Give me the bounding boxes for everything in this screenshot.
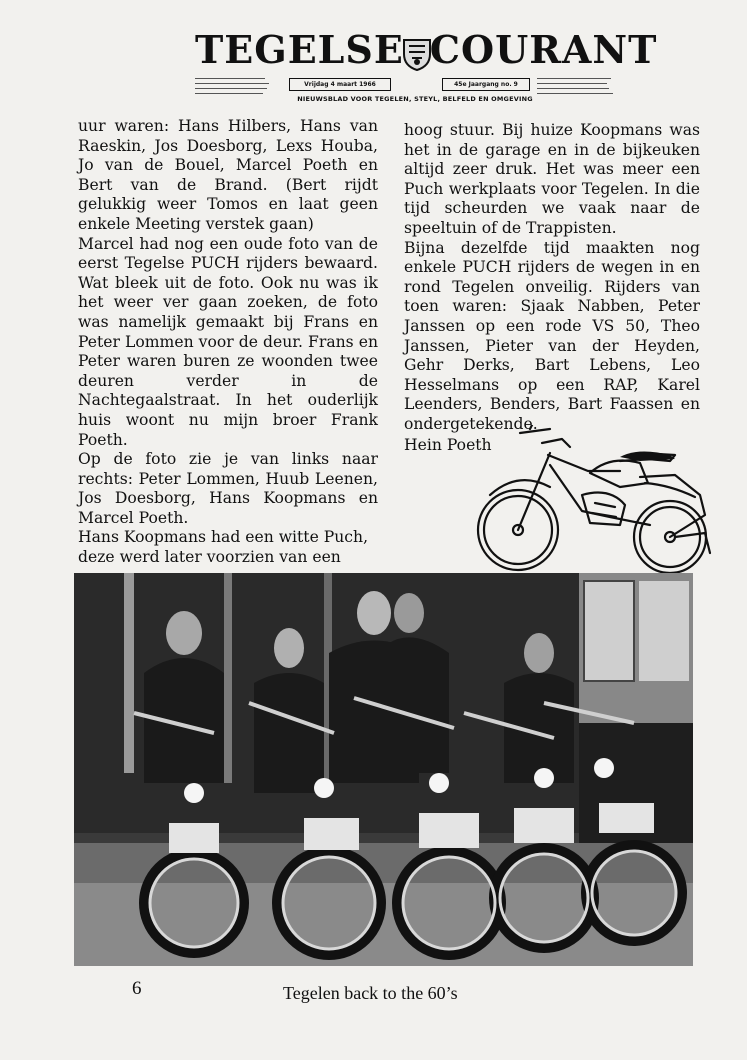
newspaper-subtitle: NIEUWSBLAD VOOR TEGELEN, STEYL, BELFELD EN OMGEVING [297, 95, 533, 103]
newspaper-title [195, 27, 658, 72]
article-column-left [78, 117, 378, 587]
publication-title: Tegelen back to the 60’s [283, 983, 458, 1003]
issue-date: Vrijdag 4 maart 1966 [289, 78, 391, 91]
masthead-info-row [195, 76, 615, 96]
masthead-small-print-left [195, 76, 275, 94]
title-right: COURANT [429, 27, 658, 72]
page-number: 6 [132, 978, 142, 999]
paragraph: uur waren: Hans Hilbers, Hans van Raeskin, Jos Doesborg, Lexs Houba, Jo van de Bouel, Marcel Poeth en Bert van de Brand. (Bert rijdt gelukkig weer Tomos en laat geen enkele Meeting verstek gaan) [78, 117, 378, 233]
title-left: TEGELSE [195, 27, 404, 72]
paragraph: Op de foto zie je van links naar rechts: Peter Lommen, Huub Leenen, Jos Doesborg, Hans Koopmans en Marcel Poeth. [78, 450, 378, 527]
paragraph: Bijna dezelfde tijd maakten nog enkele PUCH rijders de wegen in en rond Tegelen onveilig. Rijders van toen waren: Sjaak Nabben, Peter Janssen op een rode VS 50, Theo Janssen, Pieter van der Heyden, Gehr Derks, Bart Lebens, Leo Hesselmans op een RAP, Karel Leenders, Benders, Bart Faassen en ondergetekende. [404, 238, 700, 433]
moped-drawing-icon [470, 425, 715, 580]
masthead-small-print-right [537, 76, 615, 94]
paragraph: Hans Koopmans had een witte Puch, deze werd later voorzien van een [78, 528, 369, 567]
city-crest-icon [400, 36, 434, 72]
author-signature: Hein Poeth [404, 436, 492, 454]
group-photo-puch-riders [74, 573, 693, 966]
paragraph: Marcel had nog een oude foto van de eerst Tegelse PUCH rijders bewaard. Wat bleek uit de foto. Ook nu was ik het weer ver gaan zoeken, de foto was namelijk gemaakt bij Frans en Peter Lommen voor de deur. Frans en Peter waren buren ze woonden twee deuren verder in de Nachtegaalstraat. In het ouderlijk huis woont nu mijn broer Frank Poeth. [78, 234, 378, 449]
issue-volume: 45e Jaargang no. 9 [442, 78, 530, 91]
photo-illustration [74, 573, 693, 966]
article-column-right [404, 121, 700, 435]
masthead [195, 27, 658, 108]
paragraph: hoog stuur. Bij huize Koopmans was het in de garage en in de bijkeuken altijd zeer druk. Het was meer een Puch werkplaats voor Tegelen. In die tijd scheurden we vaak naar de speeltuin of de Trappisten. [404, 121, 700, 237]
